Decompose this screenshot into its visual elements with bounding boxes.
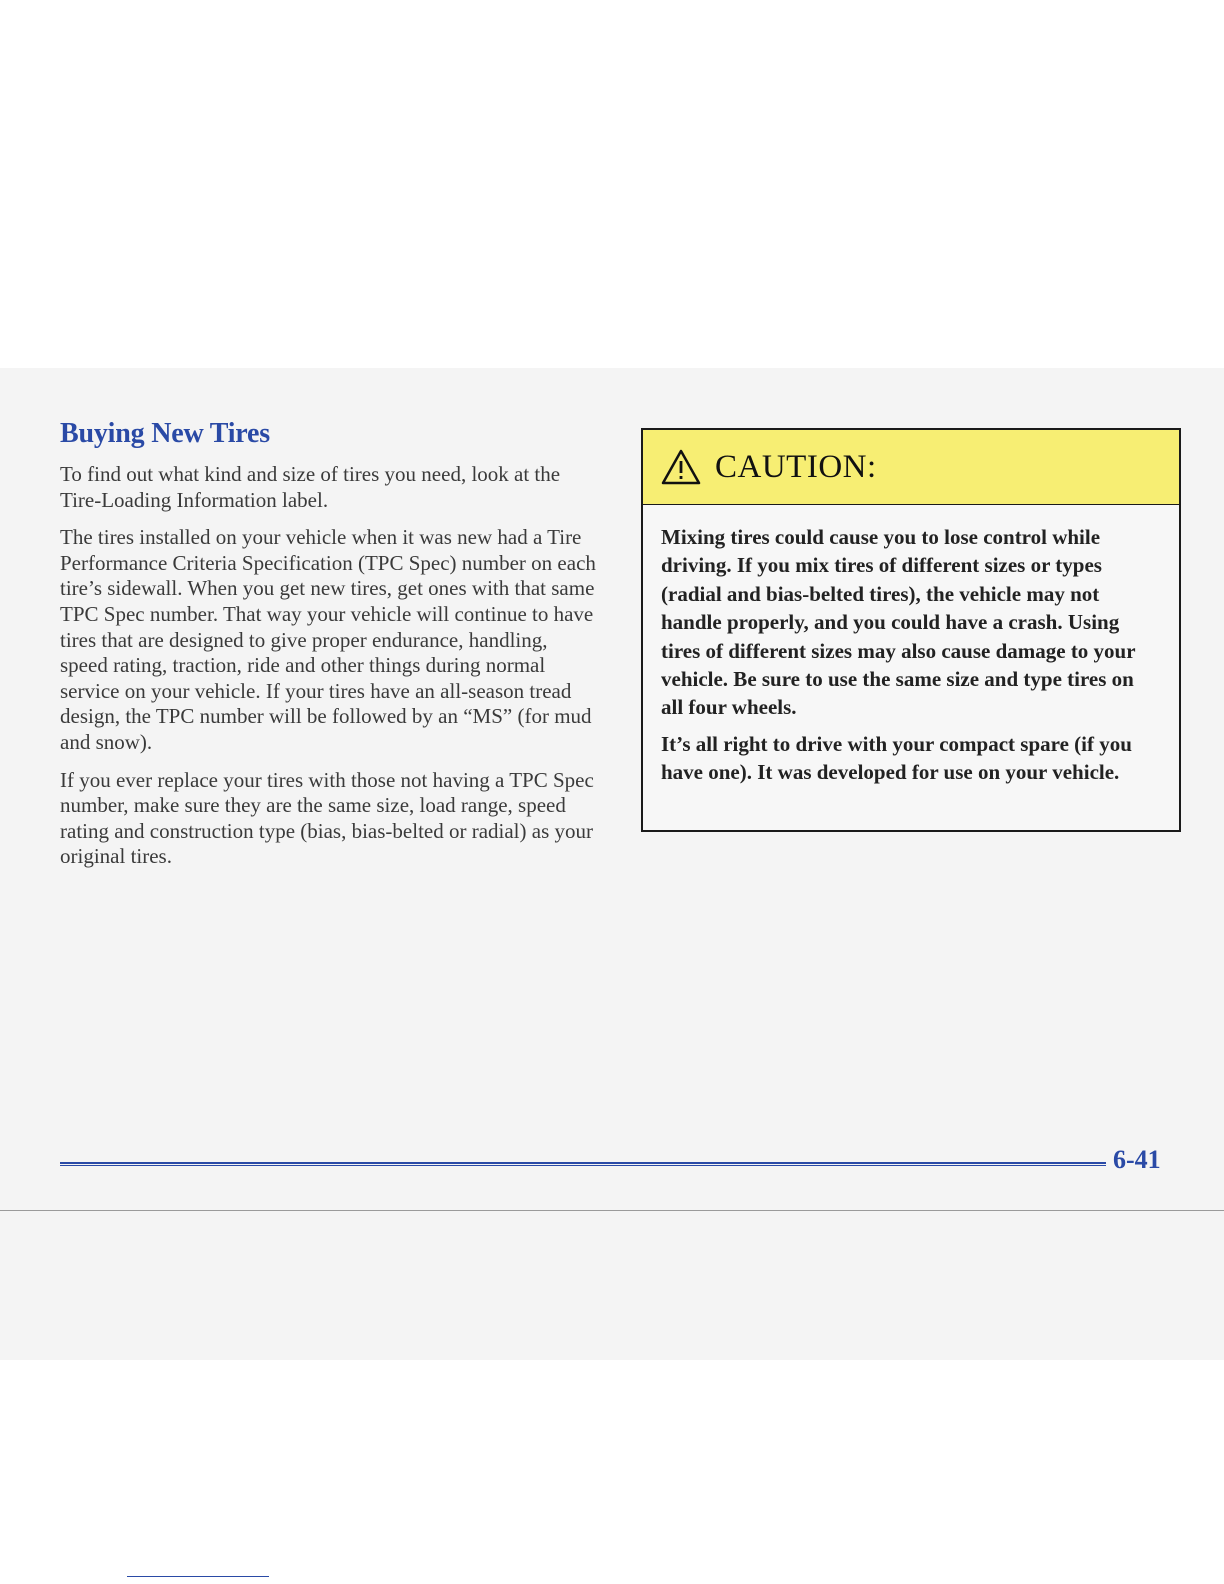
body-text-column bbox=[60, 462, 600, 882]
section-title: Buying New Tires bbox=[60, 418, 270, 449]
caution-body bbox=[643, 505, 1179, 787]
body-paragraph-3: If you ever replace your tires with those not having a TPC Spec number, make sure they are the same size, load range, speed rating and construction type (bias, bias-belted or radial) as your original tires. bbox=[60, 767, 594, 869]
footer-rule bbox=[60, 1162, 1106, 1166]
warning-triangle-icon bbox=[661, 449, 701, 485]
caution-paragraph-1: Mixing tires could cause you to lose control while driving. If you mix tires of different sizes or types (radial and bias-belted tires), the vehicle may not handle properly, and you could have a crash. Using tires of different sizes may also cause damage to your vehicle. Be sure to use the same size and type tires on all four wheels. bbox=[661, 525, 1136, 720]
bottom-underline bbox=[127, 1576, 269, 1577]
caution-header bbox=[643, 430, 1179, 505]
body-paragraph-2: The tires installed on your vehicle when it was new had a Tire Performance Criteria Specification (TPC Spec) number on each tire’s sidewall. When you get new tires, get ones with that same TPC Spec number. That way your vehicle will continue to have tires that are designed to give proper endurance, handling, speed rating, traction, ride and other things during normal service on your vehicle. If your tires have an all-season tread design, the TPC number will be followed by an “MS” (for mud and snow). bbox=[60, 525, 596, 754]
page-number: 6-41 bbox=[1113, 1145, 1161, 1174]
caution-title: CAUTION: bbox=[715, 448, 877, 485]
bottom-divider bbox=[0, 1210, 1224, 1211]
caution-paragraph-2: It’s all right to drive with your compact spare (if you have one). It was developed for use on your vehicle. bbox=[661, 731, 1132, 785]
body-paragraph-1: To find out what kind and size of tires you need, look at the Tire-Loading Information label. bbox=[60, 462, 561, 512]
caution-box bbox=[641, 428, 1181, 832]
